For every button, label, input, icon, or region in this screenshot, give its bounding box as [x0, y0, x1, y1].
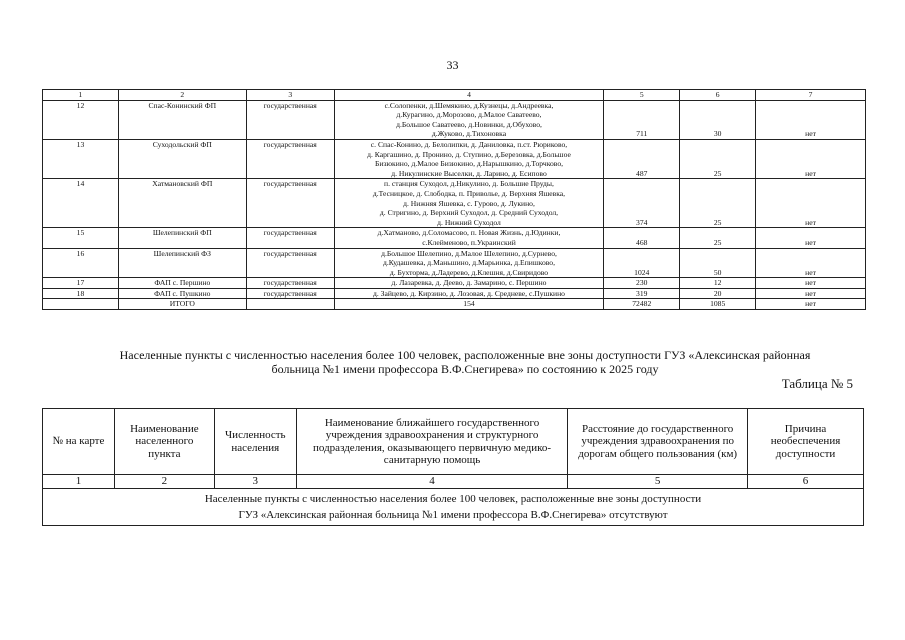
column-number: 4 — [334, 90, 604, 101]
facility-name: Спас-Конинский ФП — [118, 100, 246, 139]
page-number: 33 — [446, 58, 459, 72]
total-label: ИТОГО — [118, 299, 246, 310]
settlement-line: д.Курагино, д.Морозово, д.Малое Саватеево, — [396, 110, 542, 120]
header-distance: Расстояние до государственного учреждения здравоохранения по дорогам общего пользования (км) — [568, 409, 748, 475]
settlement-list — [334, 228, 604, 248]
settlement-line: д. Нижний Суходол — [437, 217, 501, 227]
population: 487 — [604, 139, 680, 178]
settlement-list — [334, 288, 604, 299]
column-number: 7 — [756, 90, 866, 101]
availability: нет — [756, 228, 866, 248]
total-distance: 1085 — [680, 299, 756, 310]
row-number: 15 — [43, 228, 119, 248]
settlement-line: Бизюкино, д.Малое Бизюкино, д.Нарышкино, д.Торчково, — [374, 159, 564, 169]
row-number: 16 — [43, 248, 119, 278]
population: 319 — [604, 288, 680, 299]
facility-name: ФАП с. Пушкино — [118, 288, 246, 299]
column-number-row — [43, 475, 864, 489]
column-number: 4 — [296, 475, 568, 489]
distance: 25 — [680, 228, 756, 248]
settlement-line: д. Никулинские Выселки, д. Ларино, д. Есипово — [391, 168, 547, 178]
row-number: 13 — [43, 139, 119, 178]
merged-note-line: Населенные пункты с численностью населения более 100 человек, расположенные вне зоны доступности — [204, 492, 702, 505]
population: 711 — [604, 100, 680, 139]
ownership-type: государственная — [246, 278, 334, 289]
caption-line: Населенные пункты с численностью населения более 100 человек, расположенные вне зоны доступности ГУЗ «Алексинская районная — [119, 348, 811, 362]
facilities-table — [42, 89, 866, 310]
ownership-type: государственная — [246, 288, 334, 299]
availability: нет — [756, 139, 866, 178]
settlement-line: д.Жуково, д.Тихоновка — [431, 129, 507, 139]
ownership-type: государственная — [246, 228, 334, 248]
ownership-type: государственная — [246, 248, 334, 278]
table-row — [43, 139, 866, 178]
availability: нет — [756, 278, 866, 289]
table-row — [43, 179, 866, 228]
header-population: Численность населения — [214, 409, 296, 475]
row-number: 18 — [43, 288, 119, 299]
column-number: 1 — [43, 475, 115, 489]
population: 468 — [604, 228, 680, 248]
header-reason: Причина необеспечения доступности — [748, 409, 864, 475]
availability: нет — [756, 179, 866, 228]
facility-name: ФАП с. Першино — [118, 278, 246, 289]
total-blank — [43, 299, 119, 310]
population: 374 — [604, 179, 680, 228]
header-nearest-facility: Наименование ближайшего государственного учреждения здравоохранения и структурного подразделения, оказывающего первичную медико-санитарную помощь — [296, 409, 568, 475]
settlement-line: с.Клейменово, п.Украинский — [422, 237, 516, 247]
table-row — [43, 228, 866, 248]
column-number: 5 — [568, 475, 748, 489]
settlement-line: д. Лазаревка, д. Деево, д. Замарино, с. Першино — [391, 278, 547, 288]
facility-name: Суходольский ФП — [118, 139, 246, 178]
settlement-line: п. станция Суходол, д.Никулино, д. Большие Пруды, — [384, 179, 554, 189]
ownership-type: государственная — [246, 179, 334, 228]
settlement-line: д.Большое Шелепино, д.Малое Шелепино, д.Сурнево, — [381, 248, 557, 258]
table-row — [43, 278, 866, 289]
row-number: 14 — [43, 179, 119, 228]
column-number: 5 — [604, 90, 680, 101]
column-number: 3 — [246, 90, 334, 101]
column-number: 6 — [680, 90, 756, 101]
settlement-line: д.Кудашевка, д.Маньшино, д.Марьинка, д.Епишково, — [382, 258, 556, 268]
table-row — [43, 248, 866, 278]
column-number: 6 — [748, 475, 864, 489]
column-number: 1 — [43, 90, 119, 101]
ownership-type: государственная — [246, 100, 334, 139]
settlement-list — [334, 179, 604, 228]
row-number: 12 — [43, 100, 119, 139]
distance: 25 — [680, 139, 756, 178]
facility-name: Хатмановский ФП — [118, 179, 246, 228]
header-map-number: № на карте — [43, 409, 115, 475]
settlement-list — [334, 139, 604, 178]
availability: нет — [756, 100, 866, 139]
settlement-list — [334, 100, 604, 139]
settlement-line: д. Бухторма, д.Ладерево, д.Клешня, д.Свиридово — [389, 267, 549, 277]
total-availability: нет — [756, 299, 866, 310]
population: 230 — [604, 278, 680, 289]
table-header-row — [43, 409, 864, 475]
inaccessible-settlements-table — [42, 408, 864, 526]
table-label: Таблица № 5 — [781, 376, 853, 391]
table-caption — [70, 348, 860, 376]
settlement-line: д.Тесницкое, д. Слободка, п. Приволье, д. Верхняя Яшевка, — [372, 188, 566, 198]
availability: нет — [756, 248, 866, 278]
settlement-line: д. Зайцево, д. Кирзино, д. Лозовая, д. Средневе, с.Пушкино — [372, 288, 565, 298]
settlement-line: д.Хатманово, д.Соломасово, п. Новая Жизнь, д.Юдинки, — [377, 228, 561, 238]
table-header-row — [43, 90, 866, 101]
total-settlements: 154 — [334, 299, 604, 310]
header-settlement-name: Наименование населенного пункта — [114, 409, 214, 475]
distance: 50 — [680, 248, 756, 278]
distance: 12 — [680, 278, 756, 289]
total-row — [43, 299, 866, 310]
distance: 20 — [680, 288, 756, 299]
settlement-line: д. Стригино, д. Верхний Суходол, д. Средний Суходол, — [379, 208, 559, 218]
settlement-line: д.Большое Саватеево, д.Новинки, д.Обухово, — [396, 119, 542, 129]
distance: 25 — [680, 179, 756, 228]
facilities-table-body — [43, 90, 866, 310]
distance: 30 — [680, 100, 756, 139]
settlement-list — [334, 278, 604, 289]
ownership-type: государственная — [246, 139, 334, 178]
settlement-line: д. Каргашино, д. Пронино, д. Ступино, д.Березовка, д.Большое — [367, 149, 571, 159]
column-number: 2 — [118, 90, 246, 101]
population: 1024 — [604, 248, 680, 278]
settlement-line: с.Солопенки, д.Шемякино, д.Кузнецы, д.Андреевка, — [384, 100, 554, 110]
row-number: 17 — [43, 278, 119, 289]
table-row — [43, 100, 866, 139]
settlement-line: с. Спас-Конино, д. Белолипки, д. Даниловка, п.ст. Рюриково, — [370, 139, 568, 149]
caption-line: больница №1 имени профессора В.Ф.Снегирева» по состоянию к 2025 году — [271, 362, 659, 376]
settlement-line: д. Нижняя Яшевка, с. Гурово, д. Лукино, — [403, 198, 535, 208]
column-number: 2 — [114, 475, 214, 489]
merged-note — [43, 488, 864, 525]
total-blank — [246, 299, 334, 310]
facility-name: Шелепинский ФП — [118, 228, 246, 248]
column-number: 3 — [214, 475, 296, 489]
total-population: 72482 — [604, 299, 680, 310]
merged-note-row — [43, 488, 864, 525]
facility-name: Шелепинский ФЗ — [118, 248, 246, 278]
merged-note-line: ГУЗ «Алексинская районная больница №1 имени профессора В.Ф.Снегирева» отсутствуют — [238, 508, 668, 521]
availability: нет — [756, 288, 866, 299]
table-row — [43, 288, 866, 299]
settlement-list — [334, 248, 604, 278]
